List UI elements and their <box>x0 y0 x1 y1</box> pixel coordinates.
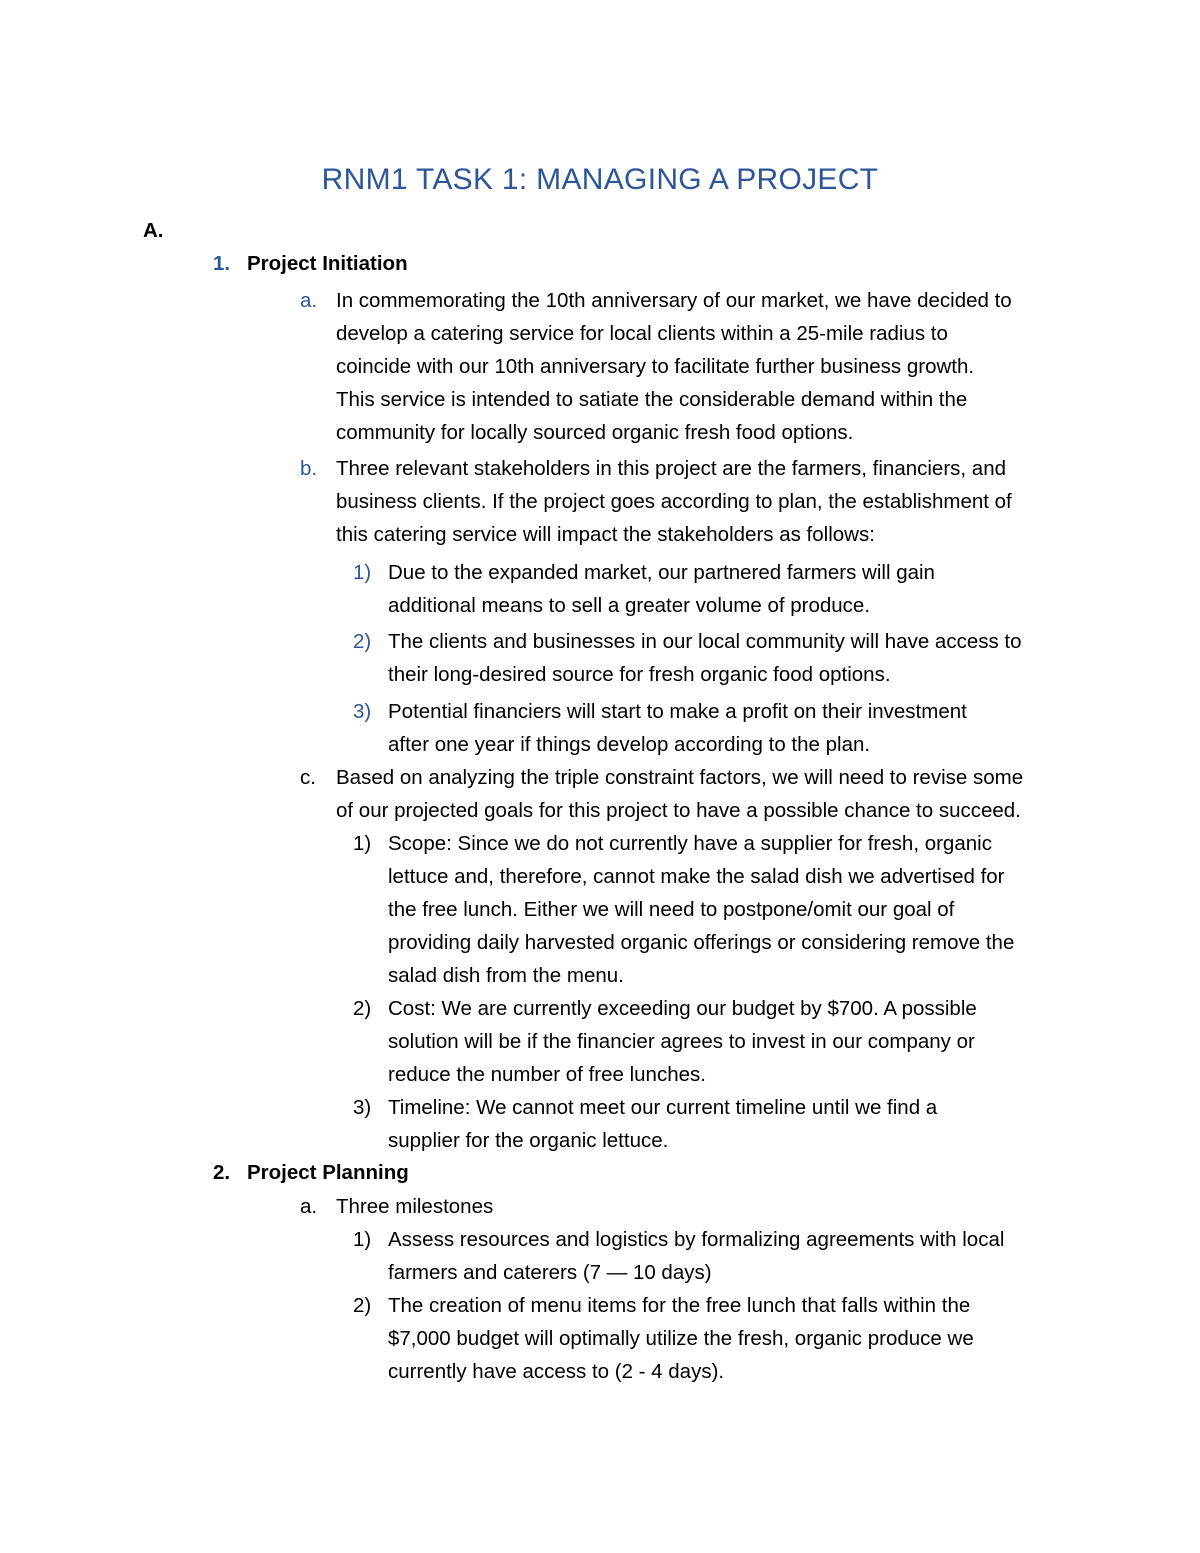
item-1b-line: Three relevant stakeholders in this project are the farmers, financiers, and <box>336 457 1006 480</box>
item-2a2-line: currently have access to (2 - 4 days). <box>388 1360 725 1383</box>
page-title: RNM1 TASK 1: MANAGING A PROJECT <box>321 163 879 196</box>
item-1b1-line: Due to the expanded market, our partnered farmers will gain <box>388 561 935 584</box>
item-1c2-line: Cost: We are currently exceeding our budget by $700. A possible <box>388 997 977 1020</box>
item-1a-line: develop a catering service for local clients within a 25-mile radius to <box>336 322 948 345</box>
item-1c-marker: c. <box>300 766 316 789</box>
item-2a-marker: a. <box>300 1195 318 1218</box>
item-2a1-line: farmers and caterers (7 — 10 days) <box>388 1261 712 1284</box>
item-1b2-line: their long-desired source for fresh organic food options. <box>388 663 891 686</box>
item-1c-line: of our projected goals for this project to have a possible chance to succeed. <box>336 799 1021 822</box>
item-1b2-marker: 2) <box>353 630 372 653</box>
item-1b-marker: b. <box>300 457 318 480</box>
item-1c1-line: Scope: Since we do not currently have a supplier for fresh, organic <box>388 832 992 855</box>
item-2a-line: Three milestones <box>336 1195 494 1218</box>
item-1c-line: Based on analyzing the triple constraint factors, we will need to revise some <box>336 766 1024 789</box>
section-2-number: 2. <box>213 1161 231 1184</box>
item-1c2-marker: 2) <box>353 997 372 1020</box>
section-2-heading: Project Planning <box>247 1161 409 1184</box>
item-1c1-line: providing daily harvested organic offerings or considering remove the <box>388 931 1015 954</box>
item-2a2-line: The creation of menu items for the free lunch that falls within the <box>388 1294 971 1317</box>
item-1c1-line: lettuce and, therefore, cannot make the salad dish we advertised for <box>388 865 1005 888</box>
item-1c1-marker: 1) <box>353 832 372 855</box>
item-2a2-marker: 2) <box>353 1294 372 1317</box>
item-1a-line: This service is intended to satiate the considerable demand within the <box>336 388 968 411</box>
item-2a1-marker: 1) <box>353 1228 372 1251</box>
item-1c3-line: supplier for the organic lettuce. <box>388 1129 669 1152</box>
item-1b-line: business clients. If the project goes according to plan, the establishment of <box>336 490 1012 513</box>
item-1c3-line: Timeline: We cannot meet our current timeline until we find a <box>388 1096 938 1119</box>
section-1-number: 1. <box>213 252 231 275</box>
item-2a1-line: Assess resources and logistics by formalizing agreements with local <box>388 1228 1005 1251</box>
item-1b1-line: additional means to sell a greater volume of produce. <box>388 594 871 617</box>
section-1-heading: Project Initiation <box>247 252 408 275</box>
item-1a-line: community for locally sourced organic fresh food options. <box>336 421 854 444</box>
item-2a2-line: $7,000 budget will optimally utilize the fresh, organic produce we <box>388 1327 974 1350</box>
item-1c1-line: salad dish from the menu. <box>388 964 624 987</box>
item-1b1-marker: 1) <box>353 561 372 584</box>
item-1c1-line: the free lunch. Either we will need to postpone/omit our goal of <box>388 898 955 921</box>
item-1b3-line: Potential financiers will start to make a profit on their investment <box>388 700 967 723</box>
item-1b3-line: after one year if things develop according to the plan. <box>388 733 871 756</box>
item-1b-line: this catering service will impact the stakeholders as follows: <box>336 523 875 546</box>
item-1c3-marker: 3) <box>353 1096 372 1119</box>
item-1b3-marker: 3) <box>353 700 372 723</box>
item-1c2-line: reduce the number of free lunches. <box>388 1063 706 1086</box>
item-1a-line: In commemorating the 10th anniversary of our market, we have decided to <box>336 289 1012 312</box>
section-label: A. <box>143 219 164 242</box>
item-1a-marker: a. <box>300 289 318 312</box>
item-1c2-line: solution will be if the financier agrees to invest in our company or <box>388 1030 975 1053</box>
item-1b2-line: The clients and businesses in our local community will have access to <box>388 630 1022 653</box>
item-1a-line: coincide with our 10th anniversary to facilitate further business growth. <box>336 355 975 378</box>
